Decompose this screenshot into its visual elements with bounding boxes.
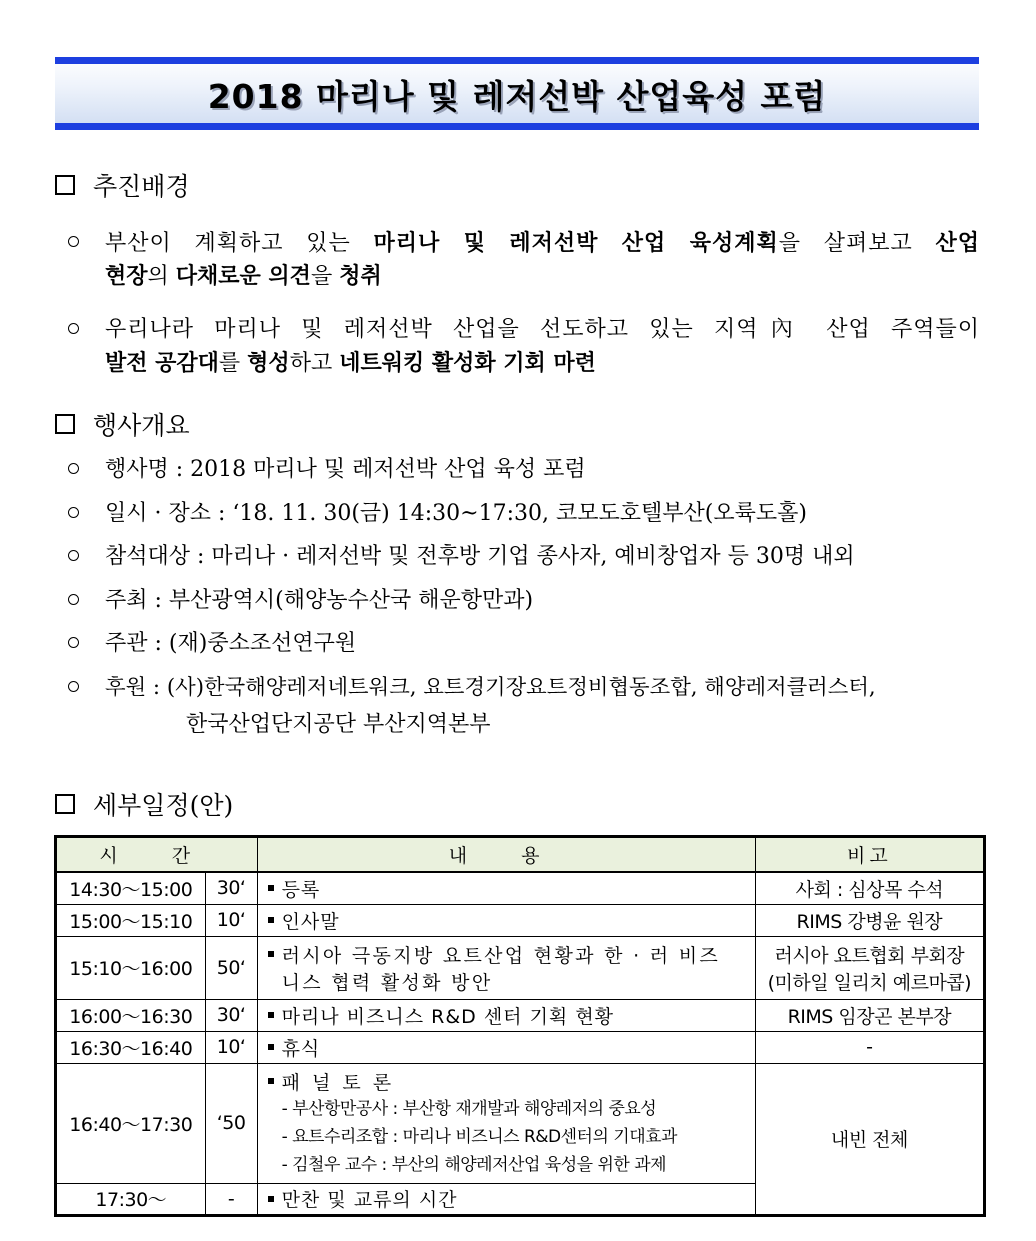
event-name: 행사명 : 2018 마리나 및 레저선박 산업 육성 포럼: [105, 457, 586, 482]
table-row: [56, 936, 985, 999]
circle-bullet-icon: [68, 584, 90, 618]
cell-content: 마리나 비즈니스 R&D 센터 기획 현황: [257, 999, 755, 1031]
header-note: 비고: [755, 837, 984, 873]
cell-time: 16:40～17:30: [56, 1063, 206, 1183]
cell-time: 16:00～16:30: [56, 999, 206, 1031]
circle-bullet-icon: [68, 540, 90, 574]
checkbox-square-icon: [55, 414, 75, 434]
event-datetime: 일시 · 장소 : ‘18. 11. 30(금) 14:30~17:30, 코모도호텔부산(오륙도홀): [105, 501, 807, 526]
bullet-text: 우리나라 마리나 및 레저선박 산업을 선도하고 있는 지역內 산업 주역들이: [105, 317, 980, 342]
table-row: [56, 1031, 985, 1063]
table-row: [56, 872, 985, 904]
header-time: 시 간: [56, 837, 258, 873]
checkbox-square-icon: [55, 175, 75, 195]
circle-bullet-icon: [68, 671, 90, 705]
panel-item: - 김철우 교수 : 부산의 해양레저산업 육성을 위한 과제: [281, 1154, 667, 1175]
page-title: 2018 마리나 및 레저선박 산업육성 포럼: [207, 77, 827, 116]
header-content: 내 용: [257, 837, 755, 873]
circle-bullet-icon: [68, 313, 90, 347]
cell-note: 러시아 요트협회 부회장 (미하일 일리치 예르마콥): [755, 936, 984, 999]
cell-content: 러시아 극동지방 요트산업 현황과 한 · 러 비즈 니스 협력 활성화 방안: [257, 936, 755, 999]
event-organizer: 주관 : (재)중소조선연구원: [105, 631, 357, 656]
cell-note: -: [755, 1031, 984, 1063]
bullet-text-cont: 발전 공감대를 형성하고 네트워킹 활성화 기회 마련: [105, 350, 596, 376]
section-schedule: [55, 786, 233, 822]
cell-time: 15:10～16:00: [56, 936, 206, 999]
section-title: 추진배경: [93, 172, 190, 201]
event-attendees: 참석대상 : 마리나 · 레저선박 및 전후방 기업 종사자, 예비창업자 등 30명 내외: [105, 544, 855, 569]
cell-duration: 10‘: [205, 1031, 257, 1063]
event-sponsor: 후원 : (사)한국해양레저네트워크, 요트경기장요트정비협동조합, 해양레저클러스터,: [105, 675, 876, 700]
cell-duration: 50‘: [205, 936, 257, 999]
table-row: [56, 1063, 985, 1183]
cell-duration: -: [205, 1183, 257, 1215]
cell-duration: ‘50: [205, 1063, 257, 1183]
cell-note: RIMS 강병윤 원장: [755, 904, 984, 936]
cell-note: RIMS 임장곤 본부장: [755, 999, 984, 1031]
cell-content: 패 널 토 론 - 부산항만공사 : 부산항 재개발과 해양레저의 중요성 - 요트수리조합 : 마리나 비즈니스 R&D센터의 기대효과 - 김철우 교수 : 부산의 해양레저산업 육성을 위한 과제: [257, 1063, 755, 1183]
table-row: [56, 904, 985, 936]
cell-duration: 30‘: [205, 999, 257, 1031]
schedule-table: [54, 835, 986, 1217]
section-title: 행사개요: [93, 411, 190, 440]
circle-bullet-icon: [68, 497, 90, 531]
circle-bullet-icon: [68, 226, 90, 260]
cell-duration: 30‘: [205, 872, 257, 904]
section-overview: [55, 406, 190, 442]
circle-bullet-icon: [68, 627, 90, 661]
cell-content: 인사말: [257, 904, 755, 936]
bullet-text: 부산이 계획하고 있는 마리나 및 레저선박 산업 육성계획을 살펴보고 산업: [105, 230, 981, 256]
circle-bullet-icon: [68, 453, 90, 487]
table-header-row: [56, 837, 985, 873]
cell-content: 만찬 및 교류의 시간: [257, 1183, 755, 1215]
cell-duration: 10‘: [205, 904, 257, 936]
title-banner: [55, 57, 979, 130]
table-row: [56, 999, 985, 1031]
panel-item: - 부산항만공사 : 부산항 재개발과 해양레저의 중요성: [281, 1098, 657, 1119]
section-title: 세부일정(안): [93, 791, 234, 820]
cell-time: 17:30～: [56, 1183, 206, 1215]
banner-bottom-bar: [55, 123, 979, 130]
cell-content: 휴식: [257, 1031, 755, 1063]
checkbox-square-icon: [55, 794, 75, 814]
cell-note: 사회 : 심상목 수석: [755, 872, 984, 904]
cell-time: 15:00～15:10: [56, 904, 206, 936]
panel-item: - 요트수리조합 : 마리나 비즈니스 R&D센터의 기대효과: [281, 1126, 677, 1147]
banner-top-bar: [55, 57, 979, 64]
cell-time: 14:30～15:00: [56, 872, 206, 904]
event-host: 주최 : 부산광역시(해양농수산국 해운항만과): [105, 588, 534, 613]
bullet-text-cont: 현장의 다채로운 의견을 청취: [105, 263, 382, 289]
cell-content: 등록: [257, 872, 755, 904]
section-background: [55, 167, 190, 203]
cell-time: 16:30～16:40: [56, 1031, 206, 1063]
event-sponsor-cont: 한국산업단지공단 부산지역본부: [186, 712, 491, 737]
cell-note: 내빈 전체: [755, 1063, 984, 1215]
